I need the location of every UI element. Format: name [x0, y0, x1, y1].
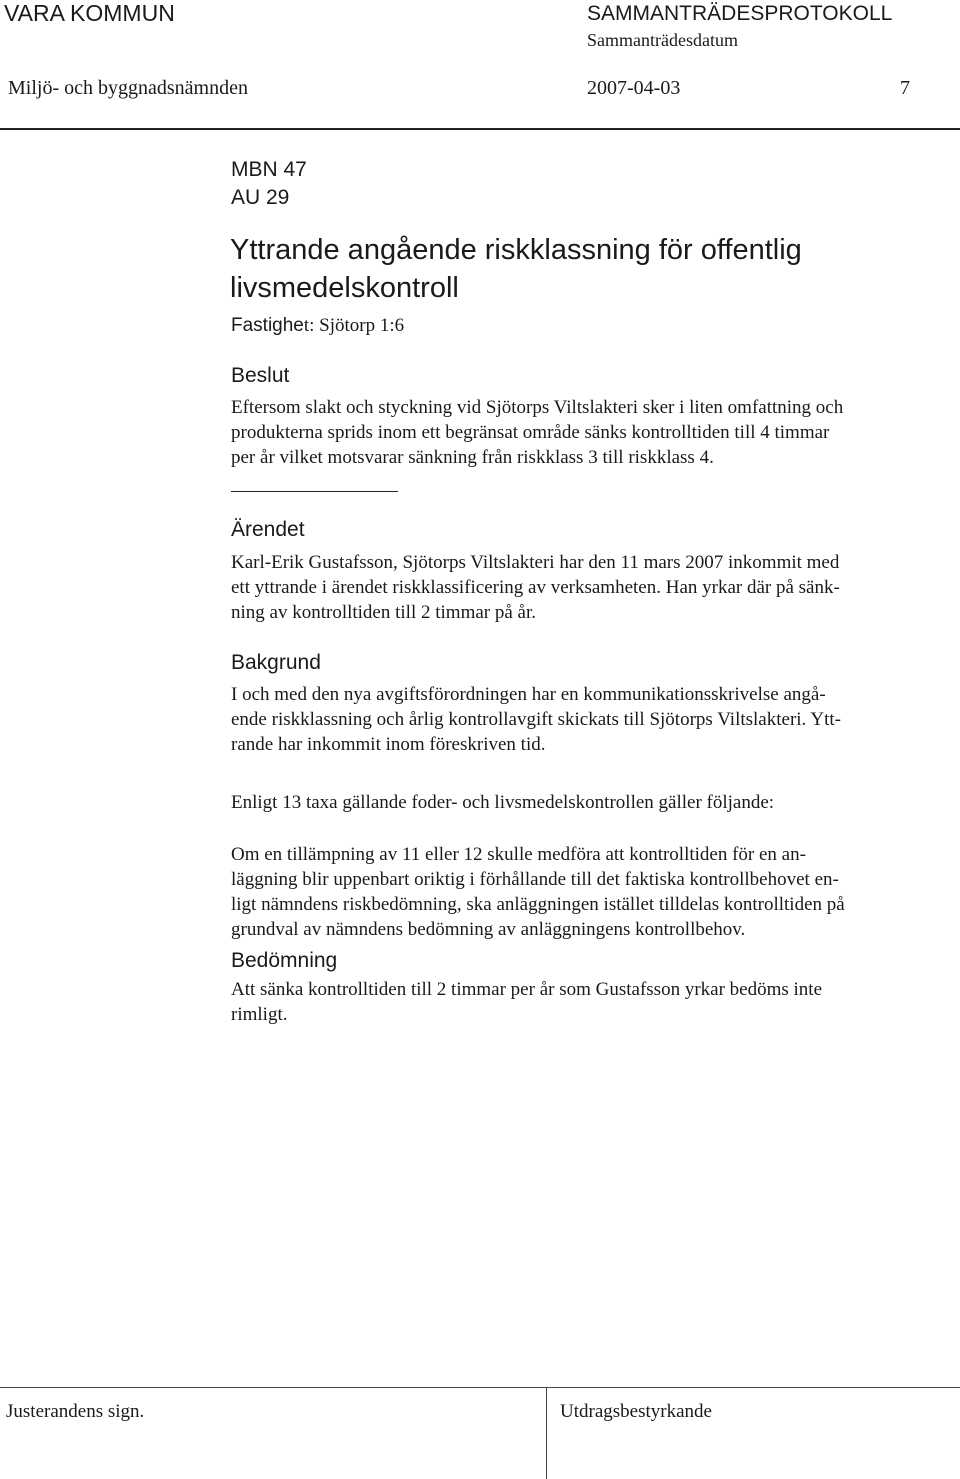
quote-line: grundval av nämndens bedömning av anläggningens kontrollbehov. [231, 919, 746, 940]
organization-name: VARA KOMMUN [4, 0, 175, 26]
property-label: Fastighe [231, 315, 304, 336]
case-ref-au: AU 29 [231, 186, 290, 209]
beslut-line: Eftersom slakt och styckning vid Sjötorps Viltslakteri sker i liten omfattning och [231, 397, 844, 418]
rule-reference-line: Enligt 13 taxa gällande foder- och livsmedelskontrollen gäller följande: [231, 792, 775, 813]
quote-line: läggning blir uppenbart oriktig i förhållande till det faktiska kontrollbehovet en- [231, 869, 839, 890]
bakgrund-line: I och med den nya avgiftsförordningen har en kommunikationsskrivelse angå- [231, 684, 826, 705]
heading-arendet: Ärendet [231, 518, 305, 541]
case-title-line: livsmedelskontroll [230, 272, 459, 304]
arendet-line: Karl-Erik Gustafsson, Sjötorps Viltslakteri har den 11 mars 2007 inkommit med [231, 552, 840, 573]
bedomning-line: Att sänka kontrolltiden till 2 timmar per år som Gustafsson yrkar bedöms inte [231, 979, 823, 1000]
heading-bakgrund: Bakgrund [231, 651, 321, 674]
bakgrund-line: rande har inkommit inom föreskriven tid. [231, 734, 546, 755]
heading-bedomning: Bedömning [231, 949, 338, 972]
property-value: t: Sjötorp 1:6 [303, 315, 405, 336]
bakgrund-line: ende riskklassning och årlig kontrollavgift skickats till Sjötorps Viltslakteri. Ytt- [231, 709, 841, 730]
case-title-line: Yttrande angående riskklassning för offentlig [230, 234, 802, 266]
footer-column-divider [546, 1388, 547, 1479]
quote-line: Om en tillämpning av 11 eller 12 skulle medföra att kontrolltiden för en an- [231, 844, 806, 865]
page-number: 7 [900, 77, 910, 99]
decision-separator [231, 491, 398, 492]
extract-certification-label: Utdragsbestyrkande [560, 1401, 712, 1422]
header-divider [0, 128, 960, 130]
property-line [231, 315, 404, 337]
heading-beslut: Beslut [231, 364, 290, 387]
beslut-line: produkterna sprids inom ett begränsat område sänks kontrolltiden till 4 timmar [231, 422, 830, 443]
meeting-date: 2007-04-03 [587, 77, 681, 99]
arendet-line: ning av kontrolltiden till 2 timmar på år. [231, 602, 537, 623]
arendet-line: ett yttrande i ärendet riskklassificering av verksamheten. Han yrkar där på sänk- [231, 577, 840, 598]
committee-name: Miljö- och byggnadsnämnden [8, 77, 248, 99]
document-type: SAMMANTRÄDESPROTOKOLL [587, 2, 893, 25]
quote-line: ligt nämndens riskbedömning, ska anläggningen istället tilldelas kontrolltiden på [231, 894, 845, 915]
date-label: Sammanträdesdatum [587, 30, 738, 50]
case-ref-mbn: MBN 47 [231, 158, 307, 181]
signature-label: Justerandens sign. [6, 1401, 145, 1422]
bedomning-line: rimligt. [231, 1004, 288, 1025]
footer-divider [0, 1387, 960, 1388]
beslut-line: per år vilket motsvarar sänkning från riskklass 3 till riskklass 4. [231, 447, 714, 468]
